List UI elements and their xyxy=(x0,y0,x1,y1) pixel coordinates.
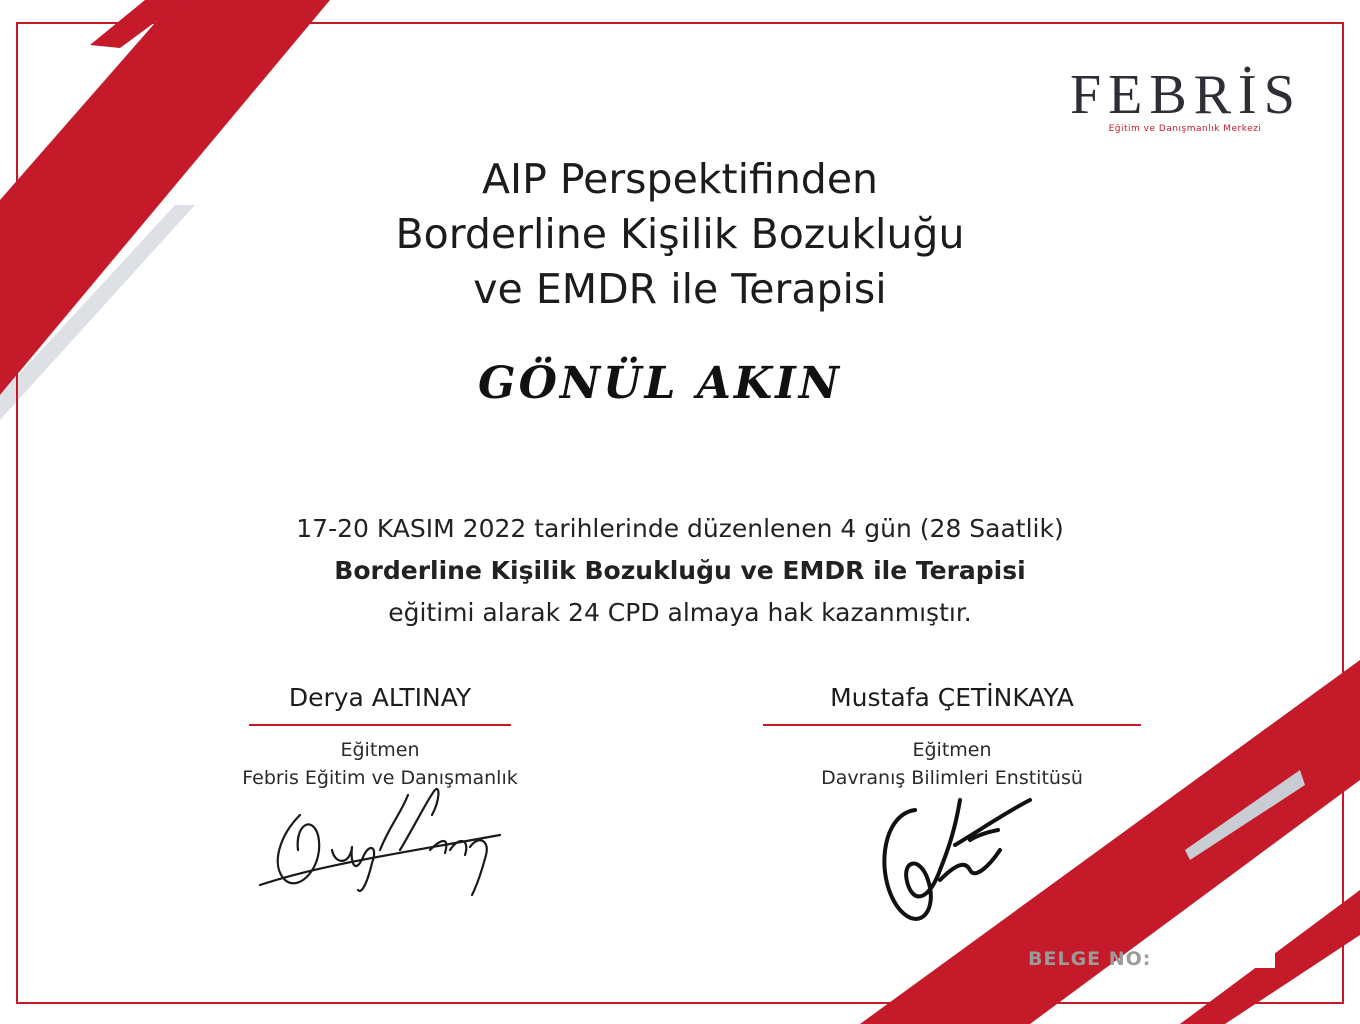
signature-line xyxy=(249,724,511,726)
body-line-dates: 17-20 KASIM 2022 tarihlerinde düzenlenen 4 gün (28 Saatlik) xyxy=(296,514,1064,543)
logo-wordmark: FEBRİS xyxy=(1070,64,1302,126)
body-line-course: Borderline Kişilik Bozukluğu ve EMDR ile Terapisi xyxy=(334,556,1026,585)
document-number-label: BELGE NO: xyxy=(1028,948,1152,970)
certificate-body xyxy=(180,508,1180,634)
signatory-role: Eğitmen xyxy=(340,739,420,761)
febris-logo xyxy=(1070,64,1300,134)
signatory-organization: Davranış Bilimleri Enstitüsü xyxy=(821,767,1083,789)
title-line: ve EMDR ile Terapisi xyxy=(473,265,887,313)
body-line-award: eğitimi alarak 24 CPD almaya hak kazanmıştır. xyxy=(388,598,972,627)
signatory-name: Derya ALTINAY xyxy=(288,683,472,712)
redaction-box xyxy=(1157,952,1275,968)
certificate-title xyxy=(280,152,1080,317)
signature-line xyxy=(763,724,1141,726)
title-line: AIP Perspektifinden xyxy=(481,155,879,203)
signatory-name: Mustafa ÇETİNKAYA xyxy=(830,683,1074,712)
signatory-organization: Febris Eğitim ve Danışmanlık xyxy=(242,767,518,789)
recipient-name: GÖNÜL AKIN xyxy=(478,358,842,409)
document-number xyxy=(1028,948,1275,970)
logo-tagline: Eğitim ve Danışmanlık Merkezi xyxy=(1108,124,1262,134)
signature-left-handwritten xyxy=(240,755,520,905)
signature-right-handwritten xyxy=(860,770,1060,940)
signatory-role: Eğitmen xyxy=(912,739,992,761)
title-line: Borderline Kişilik Bozukluğu xyxy=(395,210,965,258)
